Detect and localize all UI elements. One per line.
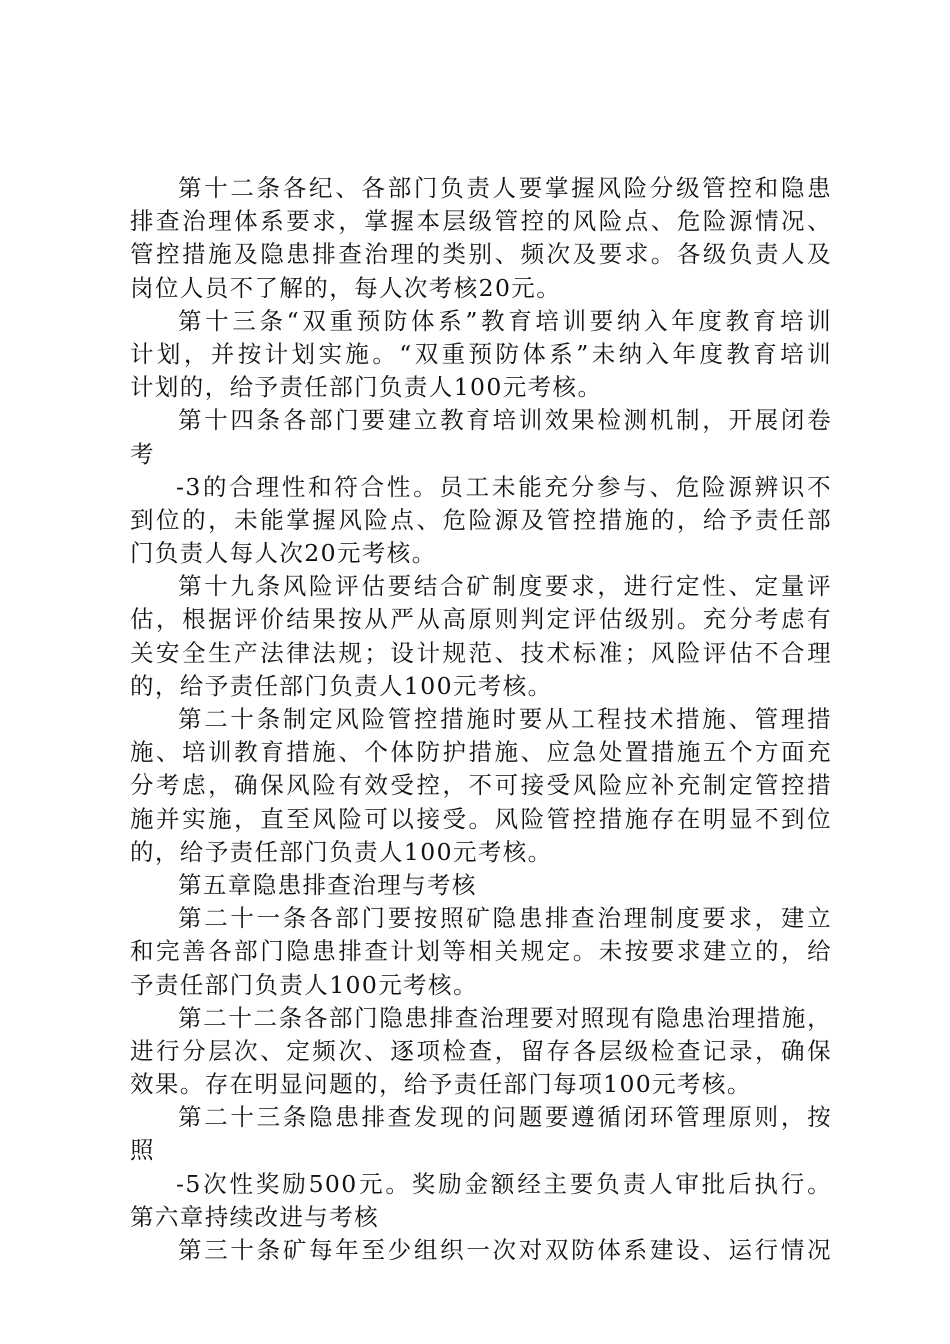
text-line: 第六章持续改进与考核 [130, 1202, 379, 1231]
text-line: 和完善各部门隐患排查计划等相关规定。未按要求建立的，给 [130, 937, 832, 966]
text-line: 到位的，未能掌握风险点、危险源及管控措施的，给予责任部 [130, 505, 832, 534]
text-line: 计划，并按计划实施。“双重预防体系”未纳入年度教育培训 [130, 339, 832, 368]
text-line: 考 [130, 439, 155, 468]
text-line: 第十三条“双重预防体系”教育培训要纳入年度教育培训 [178, 306, 832, 335]
text-line: 第十四条各部门要建立教育培训效果检测机制，开展闭卷 [178, 406, 832, 435]
document-page [130, 172, 832, 1267]
text-line: 排查治理体系要求，掌握本层级管控的风险点、危险源情况、 [130, 207, 832, 236]
text-line: -3的合理性和符合性。员工未能充分参与、危险源辨识不 [176, 472, 832, 501]
text-line: 的，给予责任部门负责人100元考核。 [130, 837, 553, 866]
text-line: 门负责人每人次20元考核。 [130, 539, 437, 568]
text-line: 岗位人员不了解的，每人次考核20元。 [130, 273, 562, 302]
text-line: 计划的，给予责任部门负责人100元考核。 [130, 373, 603, 402]
text-line: 照 [130, 1136, 155, 1165]
text-line: 估，根据评价结果按从严从高原则判定评估级别。充分考虑有 [130, 605, 832, 634]
text-line: 第二十二条各部门隐患排查治理要对照现有隐患治理措施， [178, 1003, 832, 1032]
text-line: 第二十三条隐患排查发现的问题要遵循闭环管理原则，按 [178, 1103, 832, 1132]
text-line: 关安全生产法律法规；设计规范、技术标准；风险评估不合理 [130, 638, 832, 667]
text-line: 第二十一条各部门要按照矿隐患排查治理制度要求，建立 [178, 904, 832, 933]
text-line: 第五章隐患排查治理与考核 [178, 870, 477, 899]
text-line: 进行分层次、定频次、逐项检查，留存各层级检查记录，确保 [130, 1036, 832, 1065]
text-line: 分考虑，确保风险有效受控，不可接受风险应补充制定管控措 [130, 771, 832, 800]
text-line: 效果。存在明显问题的，给予责任部门每项100元考核。 [130, 1070, 752, 1099]
text-line: -5次性奖励500元。奖励金额经主要负责人审批后执行。 [176, 1169, 832, 1198]
text-line: 的，给予责任部门负责人100元考核。 [130, 671, 553, 700]
text-line: 予责任部门负责人100元考核。 [130, 970, 478, 999]
text-line: 第十二条各纪、各部门负责人要掌握风险分级管控和隐患 [178, 174, 832, 202]
text-line: 第十九条风险评估要结合矿制度要求，进行定性、定量评 [178, 572, 832, 601]
text-line: 施、培训教育措施、个体防护措施、应急处置措施五个方面充 [130, 738, 832, 767]
text-line: 第三十条矿每年至少组织一次对双防体系建设、运行情况 [178, 1236, 832, 1264]
text-line: 第二十条制定风险管控措施时要从工程技术措施、管理措 [178, 705, 832, 733]
text-line: 施并实施，直至风险可以接受。风险管控措施存在明显不到位 [130, 804, 832, 833]
text-line: 管控措施及隐患排查治理的类别、频次及要求。各级负责人及 [130, 240, 832, 269]
